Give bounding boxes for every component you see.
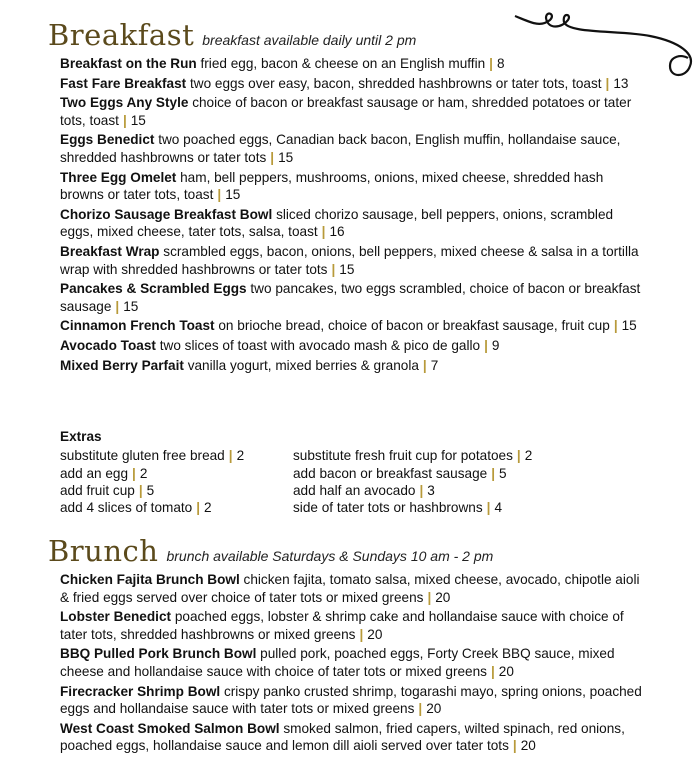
extra-name: add 4 slices of tomato xyxy=(60,500,193,516)
extra-name: add half an avocado xyxy=(293,482,416,498)
item-name: Breakfast Wrap xyxy=(60,243,160,259)
price-separator: | xyxy=(484,337,488,353)
breakfast-subtitle: breakfast available daily until 2 pm xyxy=(202,32,417,48)
item-description: crispy panko crusted shrimp, togarashi mayo, spring onions, poached eggs and hollandaise sauce with tater tots or mixed greens xyxy=(60,683,642,717)
menu-item xyxy=(60,683,645,718)
item-description: scrambled eggs, bacon, onions, bell peppers, mixed cheese & salsa in a tortilla wrap with shredded hashbrowns or tater tots xyxy=(60,243,639,277)
item-description: choice of bacon or breakfast sausage or ham, shredded potatoes or tater tots, toast xyxy=(60,95,632,128)
item-description: ham, bell peppers, mushrooms, onions, mixed cheese, shredded hash browns or tater tots, toast xyxy=(60,169,604,203)
menu-item xyxy=(60,55,645,73)
breakfast-items xyxy=(60,55,645,376)
item-name: Firecracker Shrimp Bowl xyxy=(60,683,221,699)
item-name: Fast Fare Breakfast xyxy=(60,75,187,91)
extras-section xyxy=(60,428,593,516)
extra-price: 5 xyxy=(146,482,155,498)
item-price: 15 xyxy=(278,149,294,165)
menu-item xyxy=(60,131,645,166)
item-description: poached eggs, lobster & shrimp cake and hollandaise sauce with choice of tater tots, shredded hashbrowns or mixed greens xyxy=(60,609,624,642)
brunch-items xyxy=(60,571,645,757)
price-separator: | xyxy=(605,75,610,91)
extra-price: 2 xyxy=(204,500,212,516)
price-separator: | xyxy=(196,500,201,516)
extra-item xyxy=(60,465,293,482)
item-price: 15 xyxy=(339,261,355,277)
item-price: 16 xyxy=(329,224,345,240)
extra-name: add bacon or breakfast sausage xyxy=(293,465,488,481)
menu-item xyxy=(60,645,645,680)
item-name: Chicken Fajita Brunch Bowl xyxy=(60,572,240,587)
item-name: Avocado Toast xyxy=(60,337,156,353)
price-separator: | xyxy=(115,298,120,314)
item-name: Cinnamon French Toast xyxy=(60,318,215,334)
price-separator: | xyxy=(489,56,493,71)
extras-title: Extras xyxy=(60,429,102,444)
price-separator: | xyxy=(516,448,521,464)
item-description: fried egg, bacon & cheese on an English muffin xyxy=(200,56,486,71)
menu-item xyxy=(60,337,645,355)
item-description: two poached eggs, Canadian back bacon, English muffin, hollandaise sauce, shredded hashbrowns or tater tots xyxy=(60,132,621,165)
extra-item xyxy=(60,499,293,516)
item-description: two pancakes, two eggs scrambled, choice of bacon or breakfast sausage xyxy=(60,281,641,314)
price-separator: | xyxy=(122,112,127,128)
menu-item xyxy=(60,206,645,241)
price-separator: | xyxy=(490,663,495,679)
extra-price: 5 xyxy=(499,465,507,481)
item-price: 20 xyxy=(435,589,451,605)
menu-item xyxy=(60,94,645,129)
extra-item xyxy=(60,482,293,499)
extra-price: 2 xyxy=(524,448,533,464)
breakfast-title: Breakfast xyxy=(48,18,195,52)
item-price: 20 xyxy=(498,663,514,679)
item-name: Lobster Benedict xyxy=(60,609,172,625)
price-separator: | xyxy=(331,261,336,277)
extra-price: 2 xyxy=(139,465,148,481)
item-name: West Coast Smoked Salmon Bowl xyxy=(60,720,280,736)
item-price: 15 xyxy=(225,187,241,203)
extra-item xyxy=(293,499,593,516)
price-separator: | xyxy=(217,187,222,203)
price-separator: | xyxy=(418,701,423,717)
price-separator: | xyxy=(138,482,143,498)
brunch-header xyxy=(48,534,493,568)
item-name: Chorizo Sausage Breakfast Bowl xyxy=(60,206,273,222)
extra-item xyxy=(60,447,293,464)
item-description: two eggs over easy, bacon, shredded hashbrowns or tater tots, toast xyxy=(189,75,602,91)
item-description: sliced chorizo sausage, bell peppers, onions, scrambled eggs, mixed cheese, tater tots, salsa, toast xyxy=(60,206,614,240)
extra-price: 3 xyxy=(427,482,435,498)
item-name: Two Eggs Any Style xyxy=(60,95,189,111)
price-separator: | xyxy=(427,589,432,605)
extra-price: 2 xyxy=(236,448,245,464)
price-separator: | xyxy=(491,465,496,481)
item-name: Mixed Berry Parfait xyxy=(60,357,184,373)
item-price: 20 xyxy=(520,738,536,754)
item-price: 13 xyxy=(613,75,629,91)
item-price: 9 xyxy=(491,337,500,353)
item-description: two slices of toast with avocado mash & pico de gallo xyxy=(159,337,481,353)
brunch-subtitle: brunch available Saturdays & Sundays 10 am - 2 pm xyxy=(166,548,494,564)
extra-name: substitute gluten free bread xyxy=(60,448,225,464)
extra-item xyxy=(293,465,593,482)
extra-name: add an egg xyxy=(60,465,129,481)
price-separator: | xyxy=(613,318,618,334)
brunch-title: Brunch xyxy=(48,534,159,568)
item-description: vanilla yogurt, mixed berries & granola xyxy=(187,357,419,373)
breakfast-header xyxy=(48,18,416,52)
item-name: BBQ Pulled Pork Brunch Bowl xyxy=(60,646,257,662)
price-separator: | xyxy=(512,738,517,754)
menu-item xyxy=(60,357,645,375)
item-price: 15 xyxy=(621,318,637,334)
price-separator: | xyxy=(270,149,275,165)
price-separator: | xyxy=(132,465,136,481)
item-description: smoked salmon, fried capers, wilted spinach, red onions, poached eggs, hollandaise sauce and lemon dill aioli served over tater tots xyxy=(60,720,625,754)
menu-item xyxy=(60,720,645,755)
item-name: Eggs Benedict xyxy=(60,132,155,148)
extra-name: add fruit cup xyxy=(60,482,135,498)
menu-item xyxy=(60,317,645,335)
price-separator: | xyxy=(359,626,364,642)
item-price: 7 xyxy=(430,357,439,373)
item-price: 15 xyxy=(130,112,146,128)
item-name: Three Egg Omelet xyxy=(60,169,177,185)
price-separator: | xyxy=(486,500,491,516)
extra-name: substitute fresh fruit cup for potatoes xyxy=(293,448,513,464)
extra-item xyxy=(293,482,593,499)
item-description: pulled pork, poached eggs, Forty Creek BBQ sauce, mixed cheese and hollandaise sauce with choice of tater tots or mixed greens xyxy=(60,646,615,679)
extra-price: 4 xyxy=(494,500,503,516)
menu-item xyxy=(60,75,645,93)
item-name: Breakfast on the Run xyxy=(60,56,197,71)
item-price: 8 xyxy=(496,56,505,71)
item-description: chicken fajita, tomato salsa, mixed cheese, avocado, chipotle aioli & fried eggs served over choice of tater tots or mixed greens xyxy=(60,572,640,605)
item-price: 15 xyxy=(123,298,139,314)
menu-item xyxy=(60,571,645,606)
item-price: 20 xyxy=(426,701,442,717)
price-separator: | xyxy=(419,482,424,498)
menu-item xyxy=(60,608,645,643)
price-separator: | xyxy=(321,224,326,240)
item-name: Pancakes & Scrambled Eggs xyxy=(60,281,247,297)
menu-item xyxy=(60,169,645,204)
menu-item xyxy=(60,243,645,278)
extra-item xyxy=(293,447,593,464)
item-description: on brioche bread, choice of bacon or breakfast sausage, fruit cup xyxy=(218,318,610,334)
menu-item xyxy=(60,280,645,315)
extra-name: side of tater tots or hashbrowns xyxy=(293,500,483,516)
item-price: 20 xyxy=(367,626,383,642)
price-separator: | xyxy=(422,357,427,373)
price-separator: | xyxy=(228,448,233,464)
